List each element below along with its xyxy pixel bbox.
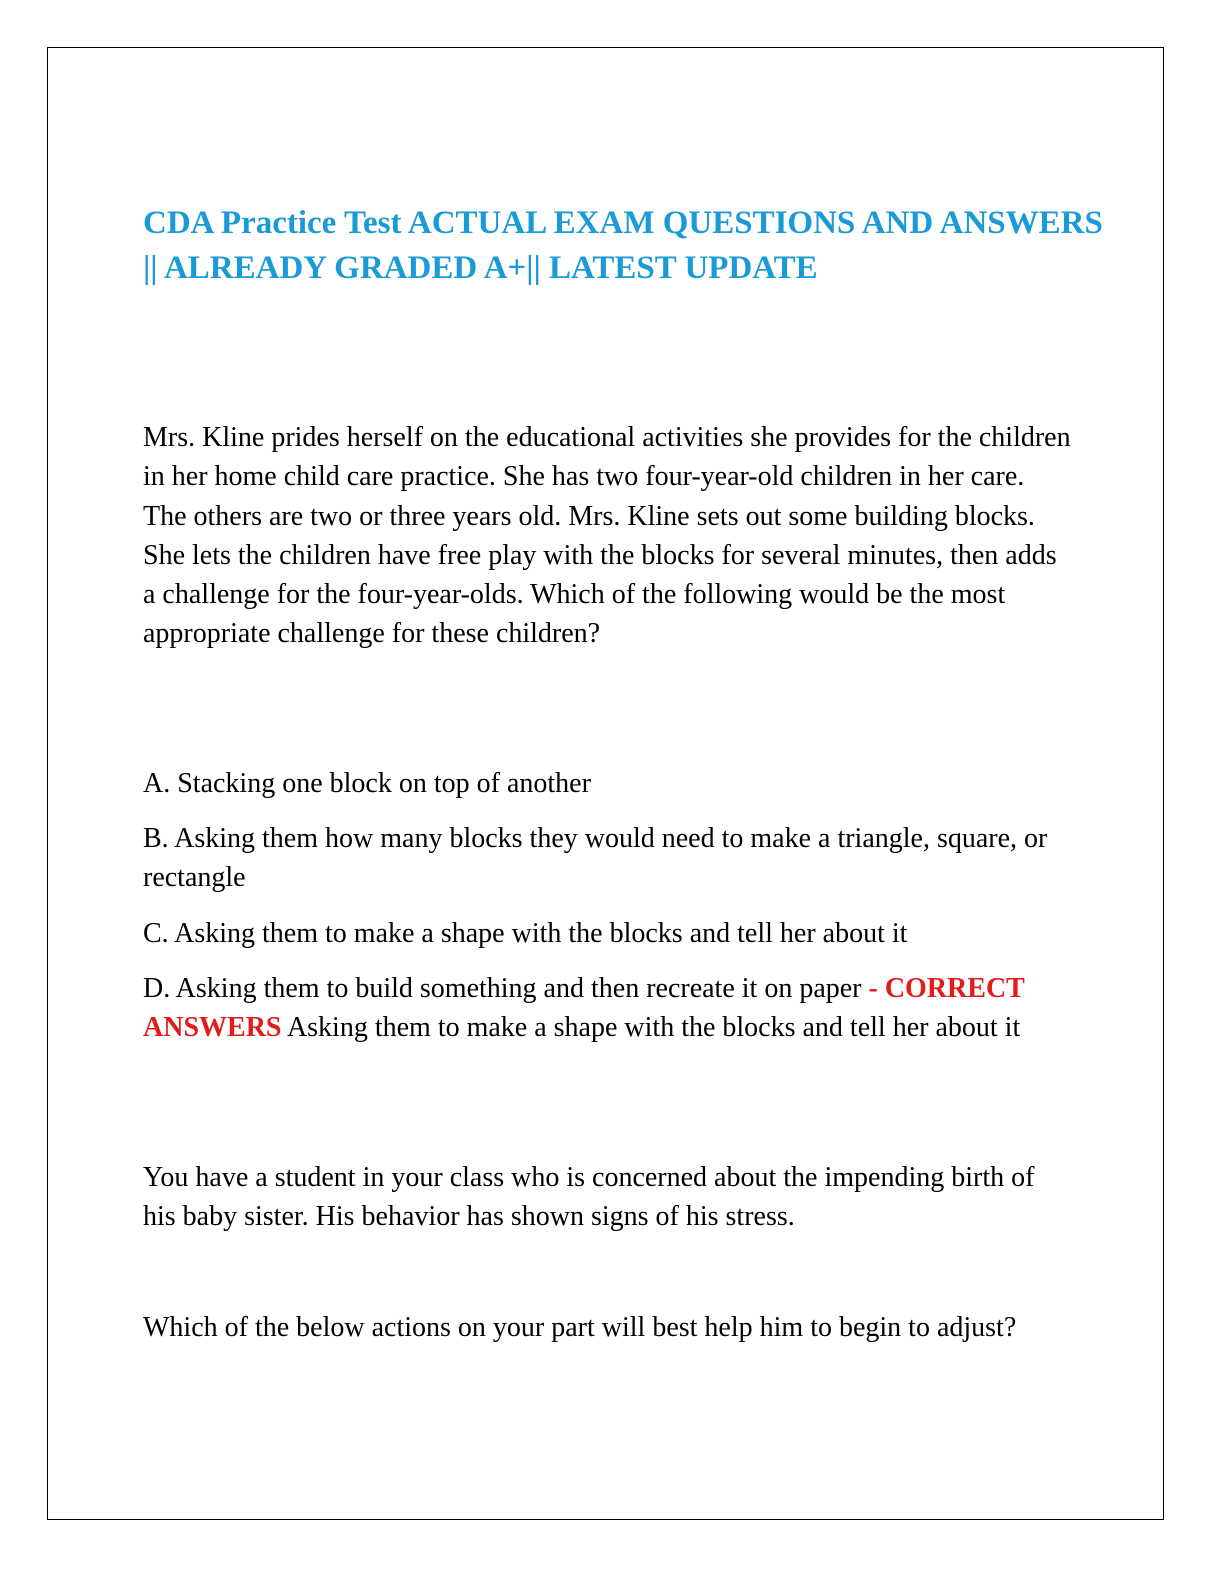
option-d bbox=[143, 969, 1073, 1048]
option-b: B. Asking them how many blocks they would need to make a triangle, square, or rectangle bbox=[143, 823, 1048, 894]
question-2-intro: You have a student in your class who is concerned about the impending birth of his baby sister. His behavior has shown signs of his stress. bbox=[143, 1162, 1035, 1233]
option-a: A. Stacking one block on top of another bbox=[143, 768, 591, 799]
document-title: CDA Practice Test ACTUAL EXAM QUESTIONS AND ANSWERS || ALREADY GRADED A+|| LATEST UPDATE bbox=[143, 205, 1103, 286]
correct-answer-label: - CORRECT ANSWERS bbox=[143, 973, 1025, 1044]
question-2-prompt: Which of the below actions on your part will best help him to begin to adjust? bbox=[143, 1312, 1017, 1343]
question-1-text: Mrs. Kline prides herself on the educational activities she provides for the children in her home child care practice. She has two four-year-old children in her care. The others are two or three years old. Mrs. Kline sets out some building blocks. She lets the children have free play with the blocks for several minutes, then adds a challenge for the four-year-olds. Which of the following would be the most appropriate challenge for these children? bbox=[143, 422, 1071, 650]
correct-answer-text: Asking them to make a shape with the blocks and tell her about it bbox=[281, 1012, 1021, 1044]
option-c: C. Asking them to make a shape with the blocks and tell her about it bbox=[143, 918, 908, 949]
option-d-text: D. Asking them to build something and then recreate it on paper bbox=[143, 973, 869, 1004]
